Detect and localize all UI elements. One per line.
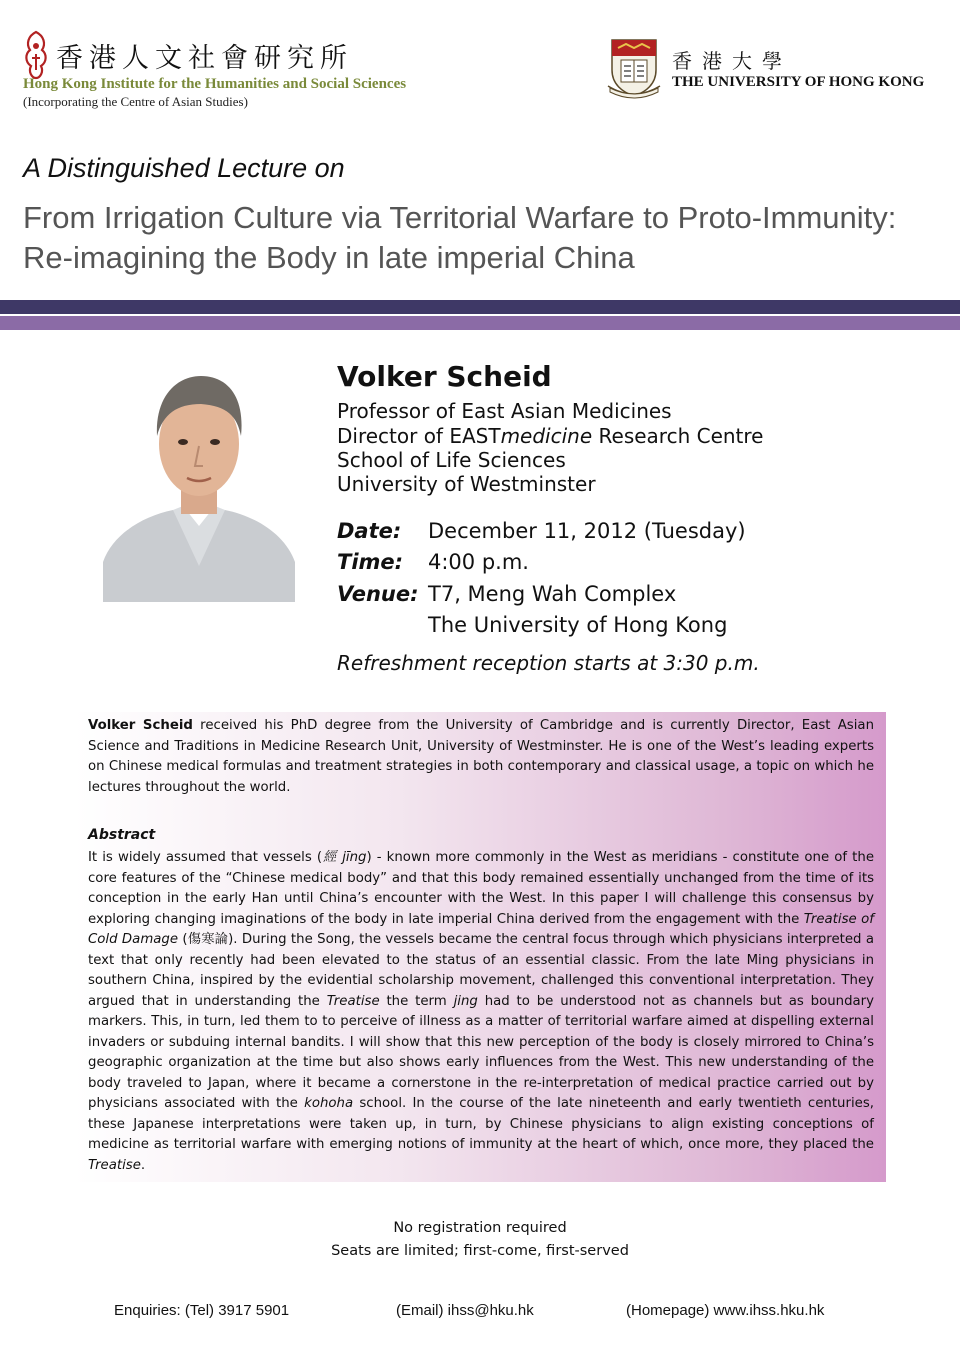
ihss-seal-logo [22,30,50,80]
hku-chinese-name: 香港大學 [672,49,792,73]
lecture-title: From Irrigation Culture via Territorial Warfare to Proto-Immunity: Re-imagining the Body in late imperial China [23,200,897,275]
seats-note: Seats are limited; first-come, first-served [331,1243,629,1259]
registration-note: No registration required [393,1220,567,1236]
venue-line1: T7, Meng Wah Complex [428,582,677,606]
speaker-school: School of Life Sciences [337,448,566,472]
ihss-english-name: Hong Kong Institute for the Humanities and Social Sciences [23,76,407,92]
abstract-heading: Abstract [88,827,156,843]
speaker-university: University of Westminster [337,472,596,496]
ihss-subtitle: (Incorporating the Centre of Asian Studies) [23,94,248,109]
enquiries-phone: Enquiries: (Tel) 3917 5901 [114,1302,290,1319]
time-value: 4:00 p.m. [428,550,529,574]
hku-crest-logo [606,36,662,100]
hku-english-name: THE UNIVERSITY OF HONG KONG [672,74,925,90]
enquiries-email[interactable]: (Email) ihss@hku.hk [396,1302,534,1319]
bio-name: Volker Scheid [88,718,193,733]
time-label: Time: [337,550,404,574]
lecture-kicker: A Distinguished Lecture on [23,153,345,183]
speaker-name: Volker Scheid [337,360,552,393]
enquiries-homepage[interactable]: (Homepage) www.ihss.hku.hk [626,1302,825,1319]
venue-label: Venue: [337,582,419,606]
speaker-centre: Director of EASTmedicine Research Centre [337,424,764,448]
divider-band-light [0,316,960,330]
date-value: December 11, 2012 (Tuesday) [428,519,746,543]
divider-band-dark [0,300,960,314]
venue-line2: The University of Hong Kong [428,613,728,637]
date-label: Date: [337,519,402,543]
ihss-chinese-name: 香港人文社會研究所 [56,43,353,74]
speaker-title: Professor of East Asian Medicines [337,399,672,423]
speaker-bio: Volker Scheid received his PhD degree from the University of Cambridge and is currently Director, East Asian Science and Traditions in Medicine Research Unit, University of Westminster. He is one of the West’s leading experts on Chinese medical formulas and treatment strategies in both contemporary and classical usage, a topic on which he lectures throughout the world. [88,718,874,795]
refreshment-note: Refreshment reception starts at 3:30 p.m. [337,651,760,675]
speaker-photo [103,366,295,602]
abstract-body: It is widely assumed that vessels (經 jīng) - known more commonly in the West as meridians - constitute one of the core features of the “Chinese medical body” and that this body remained essentially unchanged from the time of its conception in the early Han until China’s encounter with the West. In this paper I will challenge this consensus by exploring changing imaginations of the body in late imperial China derived from the engagement with the Treatise of Cold Damage (傷寒論). During the Song, the vessels became the central focus through which physicians interpreted a text that only recently had been elevated to the status of an essential classic. From the late Ming physicians in southern China, inspired by the evidential scholarship movement, challenged this conventional interpretation. They argued that in understanding the Treatise the term jing had to be understood not as channels but as boundary markers. This, in turn, led them to to perceive of illness as a matter of territorial warfare aimed at dispelling external invaders or subduing internal bandits. I will show that this new perception of the body is closely mirrored to China’s geographic organization at the time but also shows early influences from the West. This new understanding of the body traveled to Japan, where it became a cornerstone in the re-interpretation of medical practice carried out by physicians associated with the kohoha school. In the course of the late nineteenth and early twentieth centuries, these Japanese interpretations were taken up, in turn, by Chinese physicians to align existing conceptions of medicine as territorial warfare with emerging notions of immunity at the heart of which, once more, they placed the Treatise. [88,850,875,1173]
